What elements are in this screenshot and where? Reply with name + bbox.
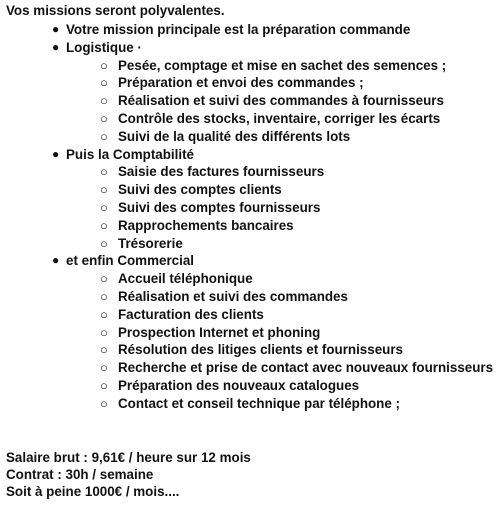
bullet-circle-icon: ○ — [100, 377, 108, 393]
bullet-circle-icon: ○ — [100, 164, 108, 180]
sub-item — [6, 395, 498, 413]
sub-item-label: Réalisation et suivi des commandes — [118, 288, 348, 304]
bullet-circle-icon: ○ — [100, 75, 108, 91]
bullet-circle-icon: ○ — [100, 217, 108, 233]
sub-item — [6, 128, 498, 146]
sub-item-label: Préparation des nouveaux catalogues — [118, 377, 360, 393]
sub-item — [6, 110, 498, 128]
sub-item — [6, 324, 498, 342]
mission-label: Puis la Comptabilité — [66, 146, 194, 162]
mission-item-logistique — [6, 39, 498, 57]
sub-item-label: Suivi des comptes clients — [118, 182, 282, 198]
bullet-disc-icon: ● — [52, 253, 60, 268]
sub-item-label: Résolution des litiges clients et fournisseurs — [118, 342, 403, 358]
salary-text: Salaire brut : 9,61€ / heure sur 12 mois — [6, 449, 251, 465]
bullet-circle-icon: ○ — [100, 235, 108, 251]
sub-item-label: Contrôle des stocks, inventaire, corriger les écarts — [118, 110, 441, 126]
sub-item — [6, 74, 498, 92]
sub-item-label: Rapprochements bancaires — [118, 217, 294, 233]
intro-text: Vos missions seront polyvalentes. — [6, 3, 225, 18]
bullet-circle-icon: ○ — [100, 110, 108, 126]
sub-item-label: Suivi des comptes fournisseurs — [118, 199, 321, 215]
bullet-circle-icon: ○ — [100, 342, 108, 358]
sub-item-label: Trésorerie — [118, 235, 183, 251]
bullet-circle-icon: ○ — [100, 324, 108, 340]
bullet-disc-icon: ● — [52, 39, 60, 54]
bullet-circle-icon: ○ — [100, 199, 108, 215]
mission-label: Logistique · — [66, 39, 142, 55]
sub-item-label: Saisie des factures fournisseurs — [118, 164, 325, 180]
sub-item — [6, 377, 498, 395]
sub-item — [6, 181, 498, 199]
conditions-block — [6, 449, 498, 501]
sub-item-label: Prospection Internet et phoning — [118, 324, 321, 340]
sub-item — [6, 217, 498, 235]
mission-item-comptabilite — [6, 146, 498, 164]
mission-item-commercial — [6, 252, 498, 270]
bullet-circle-icon: ○ — [100, 182, 108, 198]
sub-item — [6, 306, 498, 324]
sub-item-label: Facturation des clients — [118, 306, 264, 322]
sub-item-label: Préparation et envoi des commandes ; — [118, 75, 364, 91]
sub-item-label: Accueil téléphonique — [118, 271, 253, 287]
sub-item — [6, 288, 498, 306]
spacer — [6, 413, 498, 449]
bullet-disc-icon: ● — [52, 146, 60, 161]
bullet-circle-icon: ○ — [100, 93, 108, 109]
mission-label: Votre mission principale est la préparation commande — [66, 22, 411, 37]
sub-item — [6, 235, 498, 253]
bullet-circle-icon: ○ — [100, 306, 108, 322]
missions-list — [6, 21, 498, 413]
bullet-circle-icon: ○ — [100, 360, 108, 376]
sub-item — [6, 359, 498, 377]
bullet-circle-icon: ○ — [100, 288, 108, 304]
sub-item — [6, 57, 498, 75]
bullet-circle-icon: ○ — [100, 271, 108, 287]
sub-item — [6, 163, 498, 181]
sub-item-label: Contact et conseil technique par téléphone ; — [118, 395, 400, 411]
sub-item-label: Suivi de la qualité des différents lots — [118, 128, 351, 144]
summary-text: Soit à peine 1000€ / mois.... — [6, 484, 180, 500]
bullet-circle-icon: ○ — [100, 395, 108, 411]
sub-item — [6, 92, 498, 110]
job-posting-document — [6, 0, 498, 501]
sub-item-label: Pesée, comptage et mise en sachet des semences ; — [118, 57, 447, 73]
bullet-circle-icon: ○ — [100, 57, 108, 73]
sub-item — [6, 270, 498, 288]
mission-label: et enfin Commercial — [66, 253, 194, 269]
contract-text: Contrat : 30h / semaine — [6, 466, 154, 482]
sub-item — [6, 199, 498, 217]
bullet-circle-icon: ○ — [100, 128, 108, 144]
sub-item — [6, 341, 498, 359]
mission-item-main — [6, 21, 498, 39]
sub-item-label: Réalisation et suivi des commandes à fournisseurs — [118, 93, 444, 109]
bullet-disc-icon: ● — [52, 22, 60, 36]
sub-item-label: Recherche et prise de contact avec nouveaux fournisseurs — [118, 360, 494, 376]
